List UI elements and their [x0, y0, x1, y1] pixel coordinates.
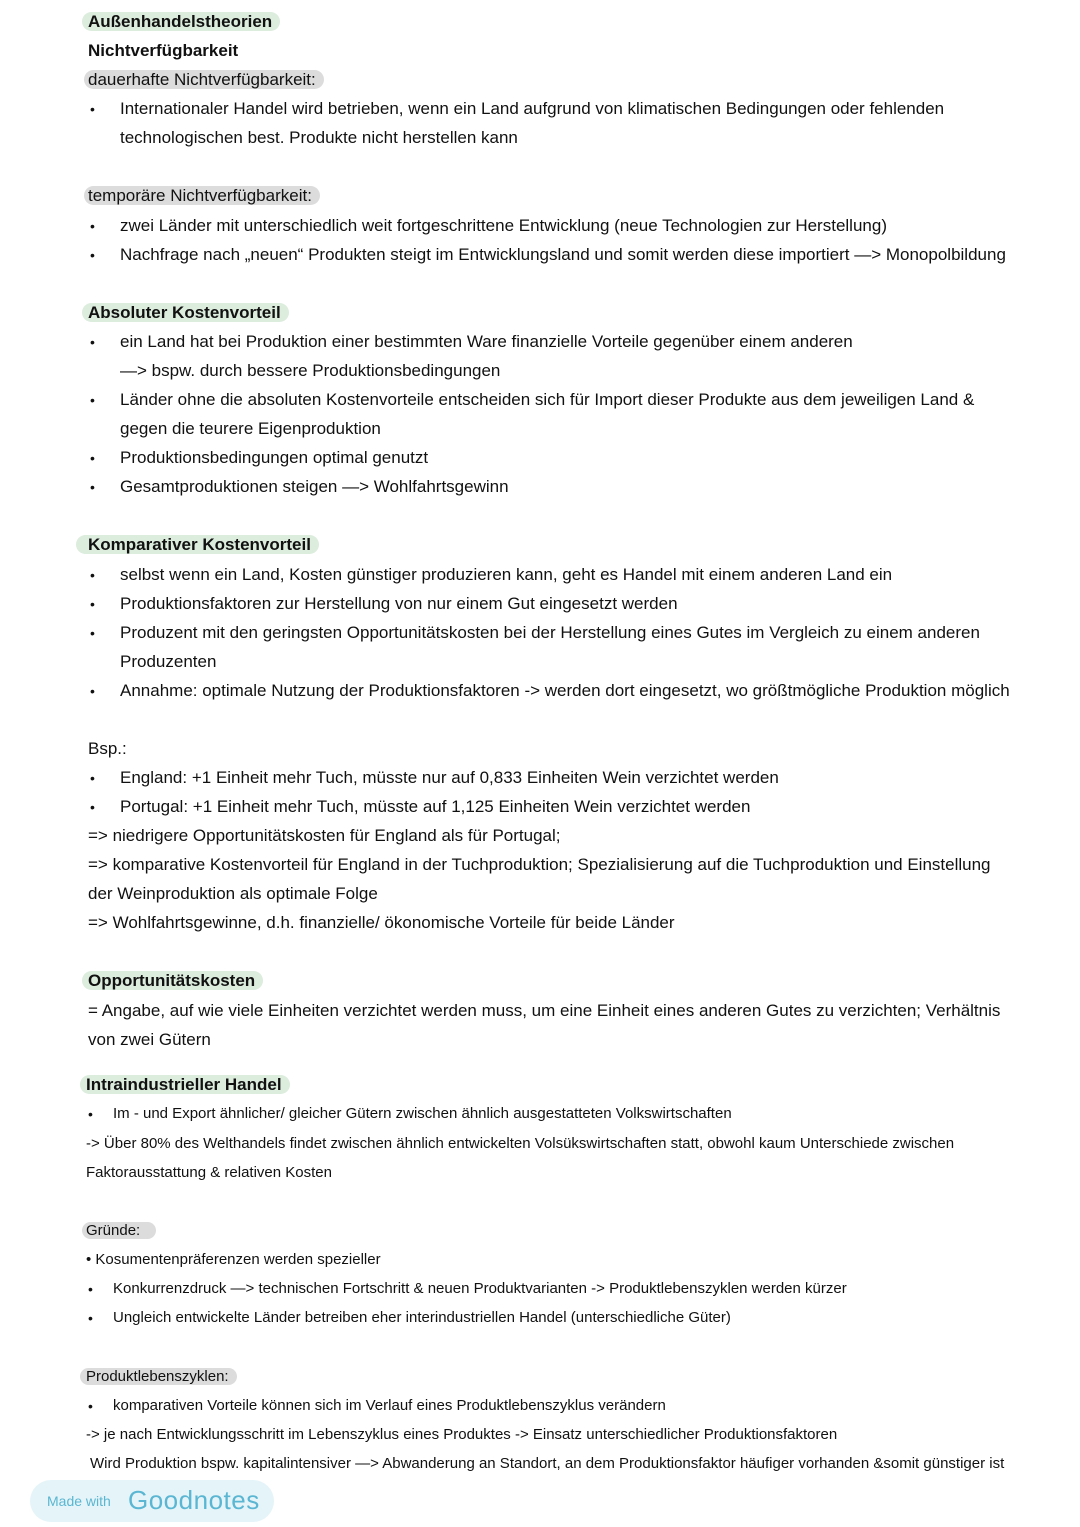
goodnotes-logo: Goodnotes — [128, 1485, 260, 1515]
bullet-icon: • — [90, 479, 95, 495]
bullet-icon: • — [90, 334, 95, 350]
heading-text: Intraindustrieller Handel — [80, 1075, 290, 1094]
text-line: -> je nach Entwicklungsschritt im Lebenszyklus eines Produktes -> Einsatz unterschiedlicher Produktionsfaktoren — [86, 1426, 838, 1443]
bullet-text: komparativen Vorteile können sich im Verlauf eines Produktlebenszyklus verändern — [113, 1397, 666, 1414]
subheading-text: temporäre Nichtverfügbarkeit: — [84, 186, 320, 205]
bullet-icon: • — [90, 247, 95, 263]
bullet-text-cont: gegen die teurere Eigenproduktion — [120, 419, 381, 438]
bullet-text: Nachfrage nach „neuen“ Produkten steigt im Entwicklungsland und somit werden diese importiert —> Monopolbildung — [120, 245, 1006, 264]
bullet-icon: • — [88, 1398, 93, 1414]
bullet-text: Im - und Export ähnlicher/ gleicher Gütern zwischen ähnlich ausgestatteten Volkswirtschaften — [113, 1105, 732, 1122]
conclusion-line: der Weinproduktion als optimale Folge — [88, 884, 378, 903]
bullet-text: Internationaler Handel wird betrieben, wenn ein Land aufgrund von klimatischen Bedingungen oder fehlenden — [120, 99, 945, 118]
definition-line: = Angabe, auf wie viele Einheiten verzichtet werden muss, um eine Einheit eines anderen Gutes zu verzichten; Verhältnis — [88, 1001, 1001, 1020]
document-title — [88, 12, 280, 32]
subheading — [86, 1367, 237, 1387]
bullet-icon: • — [88, 1106, 93, 1122]
conclusion-line: => komparative Kostenvorteil für England in der Tuchproduktion; Spezialisierung auf die Tuchproduktion und Einstellung — [88, 855, 991, 874]
bullet-text: Gesamtproduktionen steigen —> Wohlfahrtsgewinn — [120, 477, 509, 496]
bullet-text: Produktionsbedingungen optimal genutzt — [120, 448, 429, 467]
subheading-text: Gründe: — [82, 1222, 156, 1239]
bullet-icon: • — [90, 567, 95, 583]
section-heading — [88, 535, 319, 555]
heading-text: Opportunitätskosten — [82, 971, 263, 990]
conclusion-line: => Wohlfahrtsgewinne, d.h. finanzielle/ ökonomische Vorteile für beide Länder — [88, 913, 675, 932]
subheading — [86, 1221, 156, 1241]
bullet-text: zwei Länder mit unterschiedlich weit fortgeschrittene Entwicklung (neue Technologien zur Herstellung) — [120, 216, 887, 235]
bullet-icon: • — [90, 392, 95, 408]
example-label: Bsp.: — [88, 739, 127, 758]
bullet-icon: • — [90, 218, 95, 234]
bullet-icon: • — [88, 1281, 93, 1297]
bullet-text: Annahme: optimale Nutzung der Produktionsfaktoren -> werden dort eingesetzt, wo größtmögliche Produktion möglich — [120, 681, 1010, 700]
bullet-text: England: +1 Einheit mehr Tuch, müsste nur auf 0,833 Einheiten Wein verzichtet werden — [120, 768, 779, 787]
bullet-text: Portugal: +1 Einheit mehr Tuch, müsste auf 1,125 Einheiten Wein verzichtet werden — [120, 797, 751, 816]
bullet-icon: • — [90, 101, 95, 117]
heading-text: Komparativer Kostenvorteil — [76, 535, 319, 554]
subheading-text: dauerhafte Nichtverfügbarkeit: — [84, 70, 324, 89]
bullet-icon: • — [90, 625, 95, 641]
bullet-icon: • — [90, 683, 95, 699]
text-line: -> Über 80% des Welthandels findet zwischen ähnlich entwickelten Volsükswirtschaften statt, obwohl kaum Unterschiede zwischen — [86, 1135, 955, 1152]
bullet-text: Konkurrenzdruck —> technischen Fortschritt & neuen Produktvarianten -> Produktlebenszyklen werden kürzer — [113, 1280, 847, 1297]
subheading-text: Produktlebenszyklen: — [80, 1368, 237, 1385]
bullet-text: Länder ohne die absoluten Kostenvorteile entscheiden sich für Import dieser Produkte aus dem jeweiligen Land & — [120, 390, 975, 409]
section-heading — [86, 1075, 290, 1095]
bullet-text: Produktionsfaktoren zur Herstellung von nur einem Gut eingesetzt werden — [120, 594, 678, 613]
bullet-icon: • — [90, 450, 95, 466]
watermark-prefix: Made with — [47, 1493, 111, 1509]
heading-text: Absoluter Kostenvorteil — [82, 303, 289, 322]
bullet-text: ein Land hat bei Produktion einer bestimmten Ware finanzielle Vorteile gegenüber einem anderen — [120, 332, 853, 351]
bullet-text: • Kosumentenpräferenzen werden spezieller — [86, 1251, 381, 1268]
bullet-icon: • — [88, 1310, 93, 1326]
section-heading: Nichtverfügbarkeit — [88, 41, 239, 60]
bullet-text: Ungleich entwickelte Länder betreiben eher interindustriellen Handel (unterschiedliche Güter) — [113, 1309, 731, 1326]
text-line: Faktorausstattung & relativen Kosten — [86, 1164, 332, 1181]
bullet-icon: • — [90, 596, 95, 612]
bullet-text-cont: Produzenten — [120, 652, 217, 671]
section-heading — [88, 303, 289, 323]
subheading — [88, 70, 324, 90]
bullet-icon: • — [90, 799, 95, 815]
bullet-text: selbst wenn ein Land, Kosten günstiger produzieren kann, geht es Handel mit einem anderen Land ein — [120, 565, 893, 584]
bullet-icon: • — [90, 770, 95, 786]
subheading — [88, 186, 320, 206]
text-line: Wird Produktion bspw. kapitalintensiver —> Abwanderung an Standort, an dem Produktionsfaktor häufiger vorhanden &somit günstiger ist — [90, 1455, 1005, 1472]
bullet-text-cont: —> bspw. durch bessere Produktionsbedingungen — [120, 361, 501, 380]
section-heading — [88, 971, 263, 991]
bullet-text-cont: technologischen best. Produkte nicht herstellen kann — [120, 128, 518, 147]
conclusion-line: => niedrigere Opportunitätskosten für England als für Portugal; — [88, 826, 561, 845]
definition-line: von zwei Gütern — [88, 1030, 211, 1049]
title-text: Außenhandelstheorien — [82, 12, 280, 31]
bullet-text: Produzent mit den geringsten Opportunitätskosten bei der Herstellung eines Gutes im Vergleich zu einem anderen — [120, 623, 980, 642]
